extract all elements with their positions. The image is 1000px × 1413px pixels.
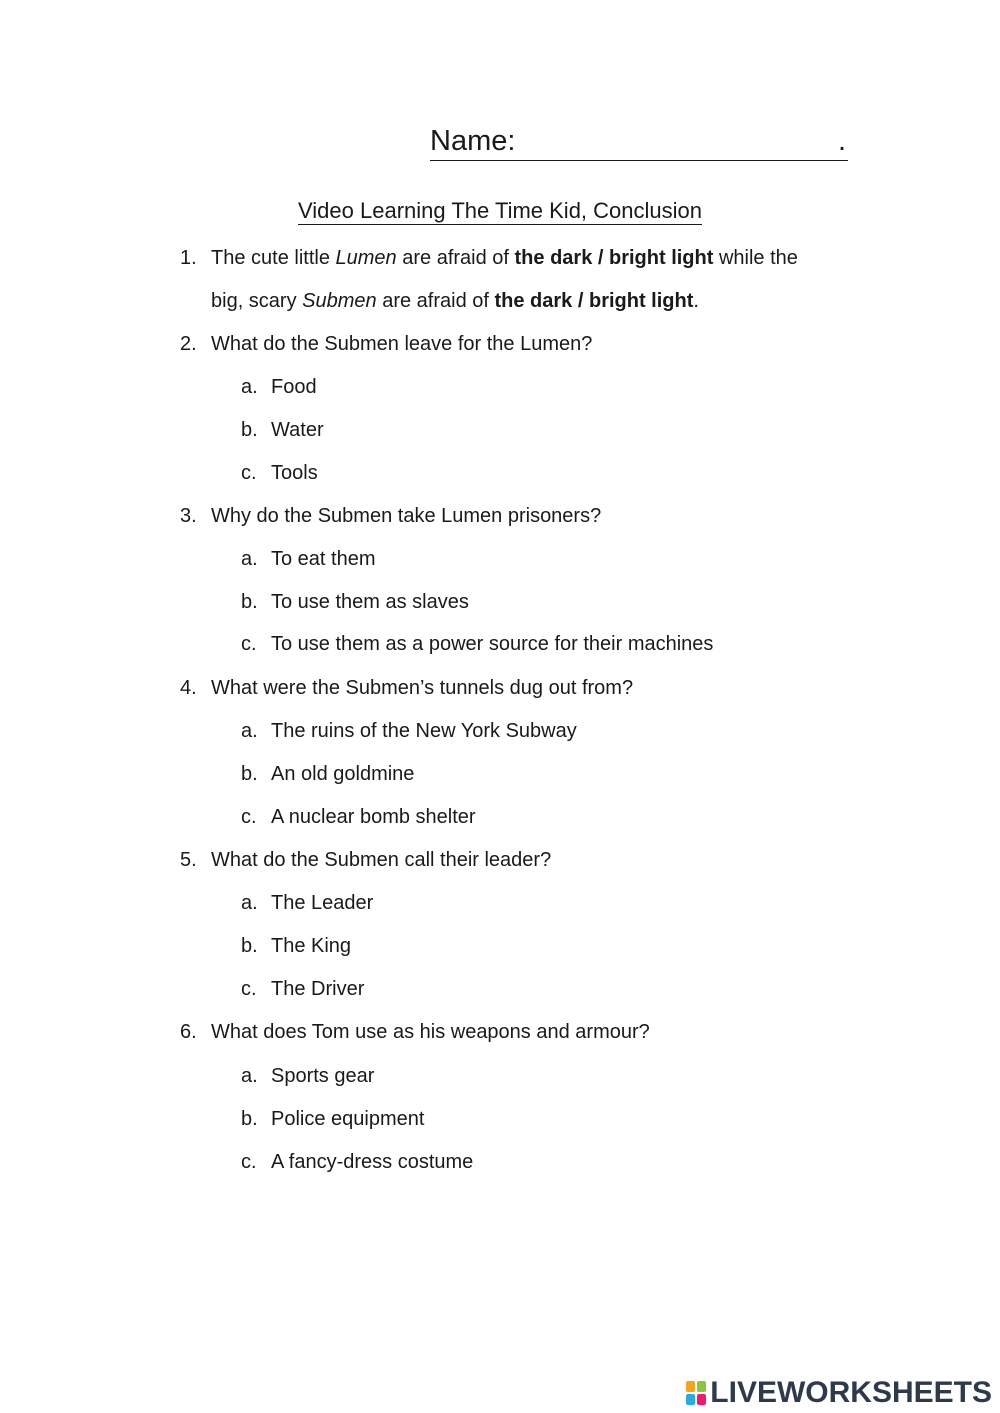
option-letter: b. [241,591,258,613]
option-text: To use them as a power source for their machines [271,633,714,655]
option-text: An old goldmine [271,763,415,785]
option-letter: a. [241,892,258,914]
question-text: What do the Submen leave for the Lumen? [211,333,593,355]
option-letter: a. [241,1065,258,1087]
option-letter: c. [241,1151,257,1173]
option-text: Police equipment [271,1108,425,1130]
option-text: The Leader [271,892,374,914]
option-text: The Driver [271,978,365,1000]
option-letter: c. [241,462,257,484]
answer-choice-dark-bright[interactable]: the dark / bright light [514,247,714,269]
question-text: The cute little Lumen are afraid of the dark / bright light while the [211,247,798,269]
answer-choice-dark-bright[interactable]: the dark / bright light [494,290,694,312]
option-text: Food [271,376,317,398]
worksheet-title [0,196,1000,226]
option-letter: c. [241,633,257,655]
option-letter: b. [241,419,258,441]
name-dot: . [837,125,846,157]
question-number: 5. [180,849,197,871]
option-letter: a. [241,376,258,398]
option-letter: c. [241,806,257,828]
question-text: What do the Submen call their leader? [211,849,552,871]
option-text: The King [271,935,352,957]
option-text: A fancy-dress costume [271,1151,474,1173]
question-number: 6. [180,1021,197,1043]
option-letter: c. [241,978,257,1000]
question-number: 2. [180,333,197,355]
worksheet-title-text: Video Learning The Time Kid, Conclusion [298,198,702,223]
option-letter: b. [241,1108,258,1130]
option-text: The ruins of the New York Subway [271,720,577,742]
name-label: Name: [430,125,516,157]
option-text: A nuclear bomb shelter [271,806,476,828]
option-text: Sports gear [271,1065,375,1087]
question-text: What were the Submen’s tunnels dug out from? [211,677,634,699]
question-text: What does Tom use as his weapons and armour? [211,1021,650,1043]
option-letter: a. [241,548,258,570]
option-letter: b. [241,935,258,957]
question-text: big, scary Submen are afraid of the dark / bright light. [211,290,699,312]
liveworksheets-logo-text: LIVEWORKSHEETS [710,1376,992,1409]
name-field[interactable] [430,122,848,161]
option-letter: a. [241,720,258,742]
option-text: Tools [271,462,318,484]
option-text: To eat them [271,548,376,570]
question-number: 4. [180,677,197,699]
option-letter: b. [241,763,258,785]
option-text: Water [271,419,324,441]
question-number: 3. [180,505,197,527]
question-number: 1. [180,247,197,269]
option-text: To use them as slaves [271,591,469,613]
question-text: Why do the Submen take Lumen prisoners? [211,505,602,527]
liveworksheets-logo[interactable] [685,1376,992,1410]
liveworksheets-logo-icon [685,1380,707,1406]
